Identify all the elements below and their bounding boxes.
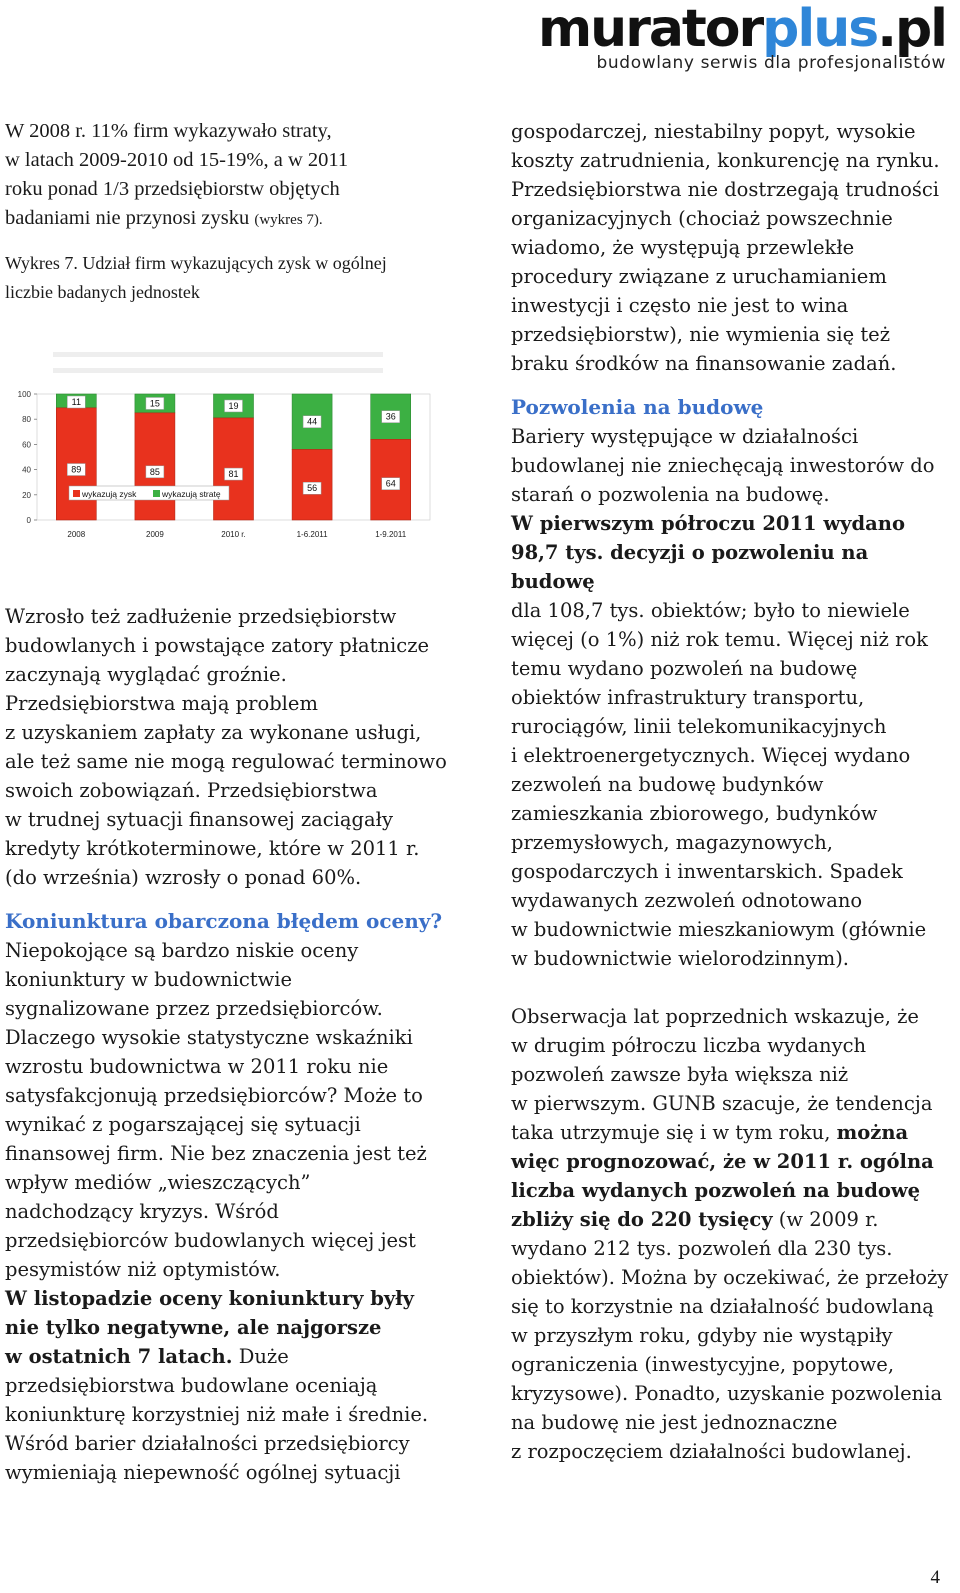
loss-value-label: 44 <box>307 416 318 427</box>
intro-paragraph: W 2008 r. 11% firm wykazywało straty, w latach 2009-2010 od 15-19%, a w 2011 roku ponad 1/3 przedsiębiorstw objętych badaniami nie przynosi zysku (wykres 7). <box>5 120 349 229</box>
legend-swatch-loss <box>153 490 160 497</box>
right-column <box>511 117 956 1466</box>
y-tick-label: 0 <box>26 516 31 525</box>
profit-value-label: 64 <box>385 478 396 489</box>
loss-value-label: 15 <box>149 398 160 409</box>
chart-svg <box>5 340 437 555</box>
y-tick-label: 80 <box>22 415 31 425</box>
legend-swatch-profit <box>73 490 80 497</box>
loss-value-label: 19 <box>228 400 239 411</box>
logo-tagline: budowlany serwis dla profesjonalistów <box>596 53 946 73</box>
chart-caption: Wykres 7. Udział firm wykazujących zysk w ogólnej liczbie badanych jednostek <box>5 253 387 302</box>
y-tick-label: 40 <box>22 465 31 475</box>
left-column <box>5 117 475 307</box>
logo-wordmark: muratorplus.pl <box>537 0 946 59</box>
x-category-label: 2009 <box>146 530 164 539</box>
section-heading-pozwolenia: Pozwolenia na budowę <box>511 395 764 419</box>
x-category-label: 2010 r. <box>221 530 246 539</box>
y-tick-label: 60 <box>22 440 31 450</box>
x-category-label: 2008 <box>67 530 86 539</box>
x-category-label: 1-6.2011 <box>296 530 328 539</box>
profit-value-label: 56 <box>307 483 318 494</box>
section-heading-koniunktura: Koniunktura obarczona błędem oceny? <box>5 909 443 933</box>
koniunktura-paragraph: Niepokojące są bardzo niskie oceny koniunktury w budownictwie sygnalizowane przez przedsiębiorców. Dlaczego wysokie statystyczne wskaźniki wzrostu budownictwa w 2011 roku nie satysfakcjonują przedsiębiorców? Może to wynikać z pogarszającej się sytuacji finansowej firm. Nie bez znaczenia jest też wpływ mediów „wieszczących” nadchodzący kryzys. Wśród przedsiębiorców budowlanych więcej jest pesymistów niż optymistów. W listopadzie oceny koniunktury były nie tylko negatywne, ale najgorsze w ostatnich 7 latach. Duże przedsiębiorstwa budowlane oceniają koniunkturę korzystniej niż małe i średnie. Wśród barier działalności przedsiębiorcy wymieniają niepewność ogólnej sytuacji <box>5 939 429 1484</box>
legend-label-loss: wykazują stratę <box>162 489 221 499</box>
site-logo[interactable] <box>538 2 946 72</box>
profit-value-label: 89 <box>71 464 82 475</box>
y-tick-label: 100 <box>17 390 31 399</box>
loss-value-label: 36 <box>385 411 396 422</box>
barriers-paragraph: gospodarczej, niestabilny popyt, wysokie koszty zatrudnienia, konkurencję na rynku. Przedsiębiorstwa nie dostrzegają trudności organizacyjnych (chociaż powszechnie wiadomo, że występują przewlekłe procedury związane z uruchamianiem inwestycji i często nie jest to wina przedsiębiorstw), nie wymienia się też braku środków na finansowanie zadań. <box>511 120 940 375</box>
loss-value-label: 11 <box>71 397 81 407</box>
profit-value-label: 85 <box>149 466 160 477</box>
profit-value-label: 81 <box>228 469 239 480</box>
debt-paragraph: Wzrosło też zadłużenie przedsiębiorstw budowlanych i powstające zatory płatnicze zaczynają wyglądać groźnie. Przedsiębiorstwa mają problem z uzyskaniem zapłaty za wykonane usługi, ale też same nie mogą regulować terminowo swoich zobowiązań. Przedsiębiorstwa w trudnej sytuacji finansowej zaciągały kredyty krótkoterminowe, które w 2011 r. (do września) wzrosły o ponad 60%. <box>5 605 447 889</box>
forecast-paragraph: Obserwacja lat poprzednich wskazuje, że w drugim półroczu liczba wydanych pozwoleń zawsze była większa niż w pierwszym. GUNB szacuje, że tendencja taka utrzymuje się i w tym roku, można więc prognozować, że w 2011 r. ogólna liczba wydanych pozwoleń na budowę zbliży się do 220 tysięcy (w 2009 r. wydano 212 tys. pozwoleń dla 230 tys. obiektów). Można by oczekiwać, że przełoży się to korzystnie na działalność budowlaną w przyszłym roku, gdyby nie wystąpiły ograniczenia (inwestycyjne, popytowe, kryzysowe). Ponadto, uzyskanie pozwolenia na budowę nie jest jednoznaczne z rozpoczęciem działalności budowlanej. <box>511 1005 949 1463</box>
permits-paragraph: Bariery występujące w działalności budowlanej nie zniechęcają inwestorów do starań o pozwolenia na budowę. W pierwszym półroczu 2011 wydano 98,7 tys. decyzji o pozwoleniu na budowę dla 108,7 tys. obiektów; było to niewiele więcej (o 1%) niż rok temu. Więcej niż rok temu wydano pozwoleń na budowę obiektów infrastruktury transportu, rurociągów, linii telekomunikacyjnych i elektroenergetycznych. Więcej wydano zezwoleń na budowę budynków zamieszkania zbiorowego, budynków przemysłowych, magazynowych, gospodarczych i inwentarskich. Spadek wydawanych zezwoleń odnotowano w budownictwie mieszkaniowym (głównie w budownictwie wielorodzinnym). <box>511 425 935 970</box>
y-tick-label: 20 <box>22 490 31 500</box>
page-number: 4 <box>930 1567 940 1588</box>
left-column-body <box>5 602 475 1487</box>
chart-faded-title <box>53 352 383 373</box>
x-category-label: 1-9.2011 <box>375 530 407 539</box>
profit-chart <box>5 340 437 555</box>
legend-label-profit: wykazują zysk <box>82 489 137 499</box>
